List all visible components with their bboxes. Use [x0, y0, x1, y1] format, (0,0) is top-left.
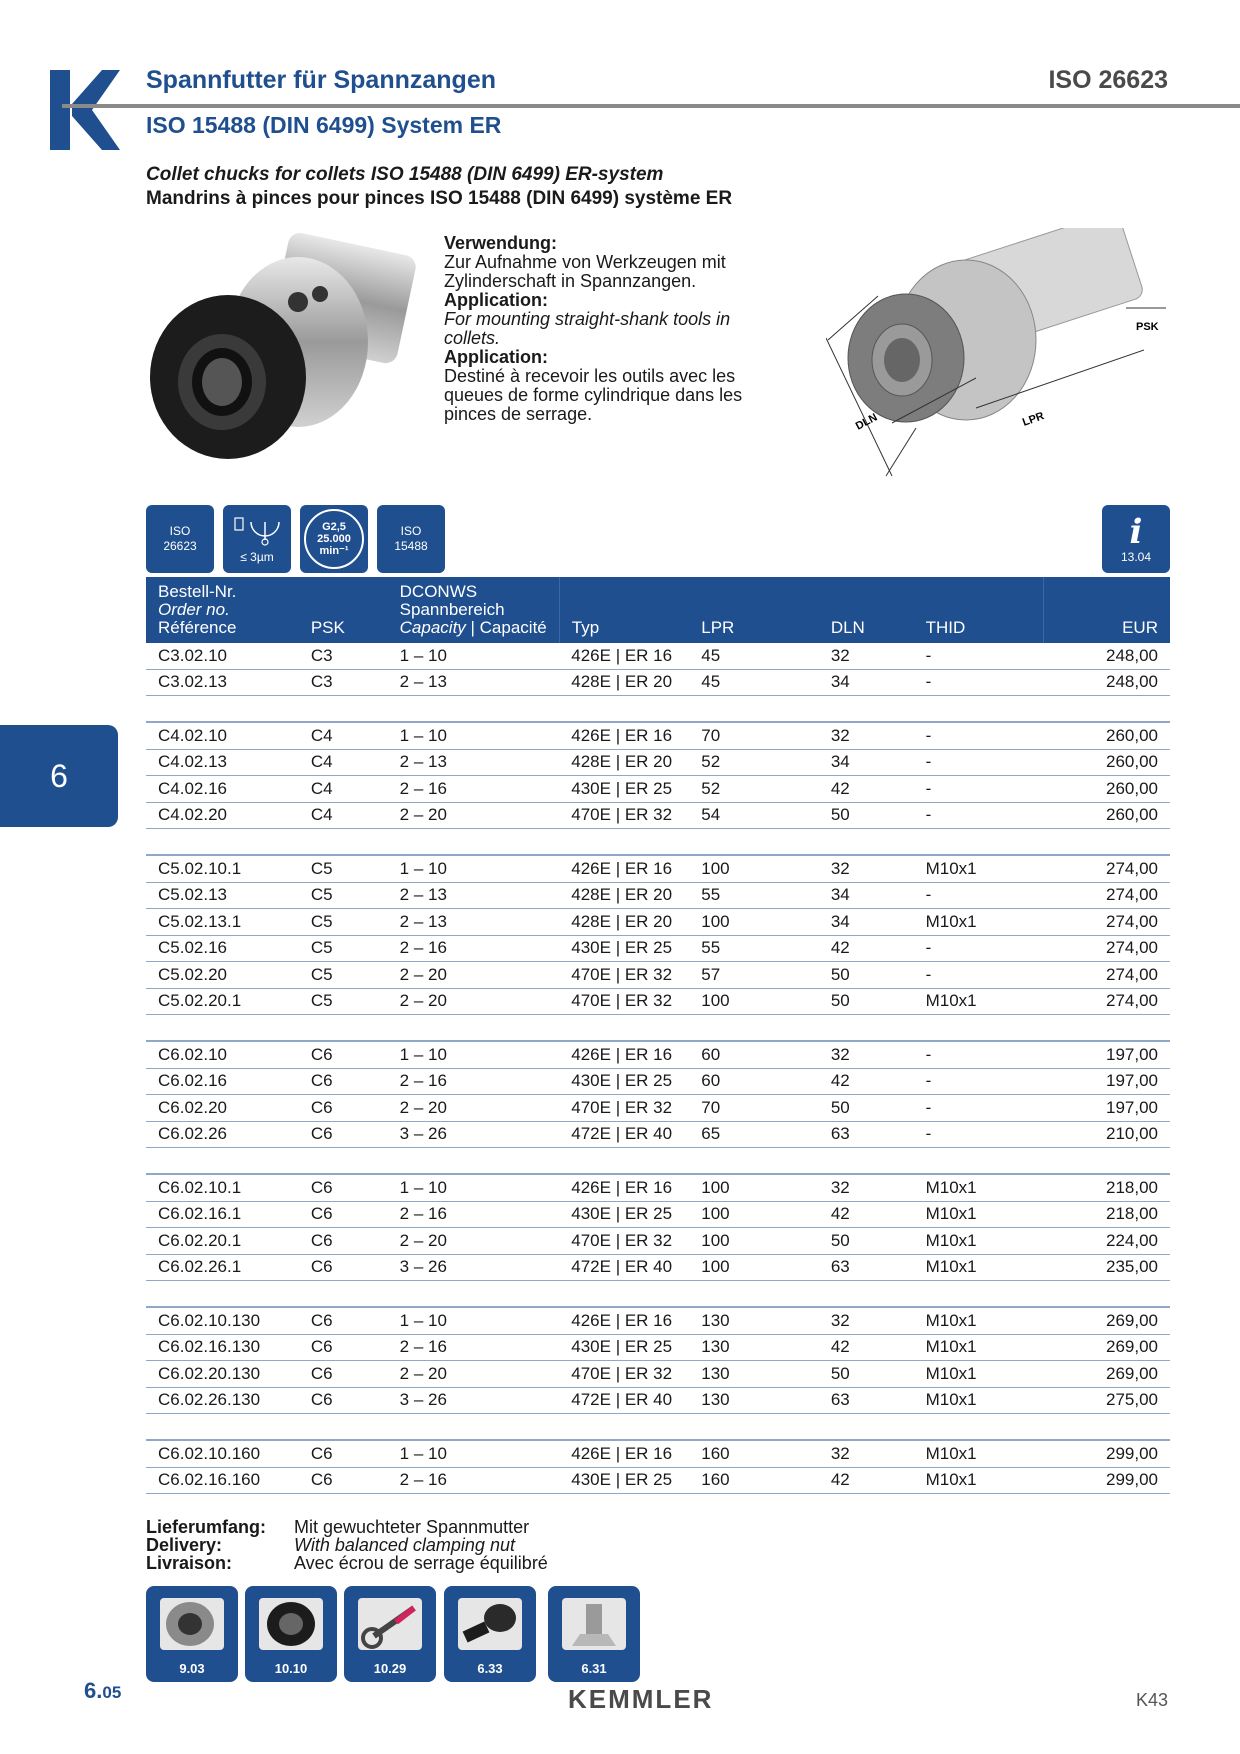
usage-heading-de: Verwendung: [444, 233, 558, 253]
table-row [146, 776, 1170, 803]
cell-dln: 50 [819, 1228, 914, 1255]
table-row [146, 1095, 1170, 1122]
usage-text-de: Zur Aufnahme von Werkzeugen mit Zylinderschaft in Spannzangen. [444, 252, 726, 291]
table-row [146, 669, 1170, 696]
cell-dln: 42 [819, 935, 914, 962]
cell-thid: M10x1 [914, 1228, 1044, 1255]
cell-lpr: 100 [689, 1228, 819, 1255]
cell-thid: M10x1 [914, 1467, 1044, 1494]
cell-typ: 430E | ER 25 [559, 1068, 689, 1095]
cell-order-no: C4.02.13 [146, 749, 299, 776]
cell-capacity: 2 – 20 [388, 1095, 560, 1122]
cell-lpr: 70 [689, 1095, 819, 1122]
cell-order-no: C6.02.20.1 [146, 1228, 299, 1255]
cell-capacity: 1 – 10 [388, 1307, 560, 1334]
cell-lpr: 100 [689, 855, 819, 882]
table-row [146, 909, 1170, 936]
runout-badge: ≤ 3µm [223, 505, 291, 573]
cell-capacity: 1 – 10 [388, 722, 560, 749]
cell-price: 197,00 [1043, 1095, 1170, 1122]
cell-lpr: 100 [689, 988, 819, 1015]
cell-typ: 426E | ER 16 [559, 643, 689, 669]
cell-order-no: C5.02.20 [146, 962, 299, 989]
cell-lpr: 57 [689, 962, 819, 989]
cell-capacity: 2 – 20 [388, 962, 560, 989]
cell-thid: - [914, 776, 1044, 803]
cell-dln: 32 [819, 722, 914, 749]
info-badge[interactable] [1102, 505, 1170, 573]
iso-15488-badge: ISO 15488 [377, 505, 445, 573]
usage-heading-fr: Application: [444, 347, 548, 367]
info-ref: 13.04 [1120, 549, 1152, 564]
cell-typ: 470E | ER 32 [559, 1361, 689, 1388]
cell-typ: 426E | ER 16 [559, 722, 689, 749]
chapter-tab[interactable]: 6 [0, 725, 118, 827]
table-row [146, 855, 1170, 882]
cell-price: 197,00 [1043, 1068, 1170, 1095]
cell-psk: C6 [299, 1174, 388, 1201]
col-order-no: Bestell-Nr. Order no. Référence [146, 577, 299, 643]
cell-psk: C6 [299, 1041, 388, 1068]
rotation-icon: G2,5 25.000 min⁻¹ [304, 509, 364, 569]
cell-capacity: 2 – 20 [388, 802, 560, 829]
cell-price: 274,00 [1043, 962, 1170, 989]
cell-dln: 34 [819, 909, 914, 936]
wrench-icon [352, 1592, 428, 1656]
cell-capacity: 3 – 26 [388, 1121, 560, 1148]
cell-dln: 50 [819, 802, 914, 829]
cell-psk: C5 [299, 962, 388, 989]
cell-order-no: C6.02.26 [146, 1121, 299, 1148]
table-row [146, 1307, 1170, 1334]
table-row [146, 1228, 1170, 1255]
cell-dln: 63 [819, 1254, 914, 1281]
cell-typ: 428E | ER 20 [559, 749, 689, 776]
cell-typ: 426E | ER 16 [559, 1440, 689, 1467]
cell-dln: 34 [819, 749, 914, 776]
cell-lpr: 130 [689, 1334, 819, 1361]
cell-capacity: 1 – 10 [388, 1041, 560, 1068]
cell-thid: M10x1 [914, 1440, 1044, 1467]
cell-dln: 50 [819, 962, 914, 989]
cell-psk: C3 [299, 669, 388, 696]
cell-order-no: C6.02.10 [146, 1041, 299, 1068]
cell-dln: 63 [819, 1121, 914, 1148]
cell-capacity: 1 – 10 [388, 643, 560, 669]
table-row [146, 935, 1170, 962]
cell-lpr: 160 [689, 1467, 819, 1494]
cell-typ: 430E | ER 25 [559, 776, 689, 803]
col-capacity: DCONWS Spannbereich Capacity | Capacité [388, 577, 560, 643]
table-row [146, 1174, 1170, 1201]
col-dln: DLN [819, 577, 914, 643]
cell-thid: M10x1 [914, 1387, 1044, 1414]
cell-dln: 34 [819, 669, 914, 696]
group-spacer [146, 1148, 1170, 1175]
cell-capacity: 3 – 26 [388, 1387, 560, 1414]
cell-price: 274,00 [1043, 909, 1170, 936]
accessory-assembly-stand[interactable]: 6.31 [548, 1586, 640, 1682]
cell-lpr: 45 [689, 669, 819, 696]
cell-dln: 42 [819, 776, 914, 803]
cell-psk: C6 [299, 1228, 388, 1255]
cell-lpr: 60 [689, 1068, 819, 1095]
cell-capacity: 2 – 13 [388, 882, 560, 909]
cell-lpr: 130 [689, 1307, 819, 1334]
cell-capacity: 2 – 16 [388, 935, 560, 962]
cell-capacity: 2 – 16 [388, 776, 560, 803]
table-row [146, 1201, 1170, 1228]
cell-capacity: 2 – 16 [388, 1467, 560, 1494]
cell-typ: 470E | ER 32 [559, 802, 689, 829]
cell-psk: C6 [299, 1068, 388, 1095]
cell-psk: C6 [299, 1095, 388, 1122]
cell-thid: M10x1 [914, 1307, 1044, 1334]
header-rule [62, 104, 1240, 108]
cell-lpr: 52 [689, 749, 819, 776]
dln-label: DLN [853, 411, 880, 433]
cell-capacity: 2 – 13 [388, 909, 560, 936]
cell-order-no: C6.02.20.130 [146, 1361, 299, 1388]
cell-lpr: 100 [689, 1174, 819, 1201]
table-row [146, 962, 1170, 989]
cell-lpr: 160 [689, 1440, 819, 1467]
usage-text-fr: Destiné à recevoir les outils avec les queues de forme cylindrique dans les pinces de serrage. [444, 366, 743, 424]
cell-price: 248,00 [1043, 643, 1170, 669]
col-psk: PSK [299, 577, 388, 643]
assembly-stand-icon [556, 1592, 632, 1656]
cell-lpr: 100 [689, 1201, 819, 1228]
cell-order-no: C6.02.16.130 [146, 1334, 299, 1361]
cell-psk: C4 [299, 776, 388, 803]
cell-dln: 34 [819, 882, 914, 909]
col-lpr: LPR [689, 577, 819, 643]
cell-order-no: C4.02.20 [146, 802, 299, 829]
table-row [146, 882, 1170, 909]
cell-typ: 470E | ER 32 [559, 1228, 689, 1255]
cell-dln: 42 [819, 1467, 914, 1494]
col-thid: THID [914, 577, 1044, 643]
table-row [146, 1387, 1170, 1414]
balance-badge [300, 505, 368, 573]
col-typ: Typ [559, 577, 689, 643]
table-row [146, 749, 1170, 776]
cell-psk: C6 [299, 1307, 388, 1334]
table-row [146, 988, 1170, 1015]
cell-order-no: C3.02.10 [146, 643, 299, 669]
cell-price: 224,00 [1043, 1228, 1170, 1255]
page-reference: K43 [1135, 1690, 1168, 1710]
group-spacer [146, 1015, 1170, 1042]
accessory-collet[interactable]: 9.03 [146, 1586, 238, 1682]
cell-lpr: 130 [689, 1387, 819, 1414]
cell-price: 274,00 [1043, 988, 1170, 1015]
cell-typ: 470E | ER 32 [559, 988, 689, 1015]
cell-price: 274,00 [1043, 882, 1170, 909]
cell-dln: 42 [819, 1068, 914, 1095]
col-eur: EUR [1043, 577, 1170, 643]
spacer-cell [146, 696, 1170, 723]
cell-psk: C5 [299, 988, 388, 1015]
cell-capacity: 2 – 13 [388, 749, 560, 776]
cell-price: 269,00 [1043, 1307, 1170, 1334]
table-row [146, 1121, 1170, 1148]
cell-psk: C6 [299, 1440, 388, 1467]
cell-psk: C4 [299, 802, 388, 829]
cell-capacity: 2 – 16 [388, 1201, 560, 1228]
delivery-info: Lieferumfang: Mit gewuchteter Spannmutter Delivery: With balanced clamping nut Livraison: Avec écrou de serrage équilibré [146, 1517, 548, 1573]
spacer-cell [146, 1281, 1170, 1308]
cell-order-no: C6.02.10.1 [146, 1174, 299, 1201]
cell-capacity: 2 – 20 [388, 1228, 560, 1255]
cell-psk: C5 [299, 882, 388, 909]
usage-description [444, 234, 784, 424]
cell-order-no: C3.02.13 [146, 669, 299, 696]
cell-order-no: C5.02.13 [146, 882, 299, 909]
cell-order-no: C6.02.16.1 [146, 1201, 299, 1228]
table-row [146, 1334, 1170, 1361]
cell-price: 218,00 [1043, 1174, 1170, 1201]
cell-order-no: C5.02.13.1 [146, 909, 299, 936]
cell-psk: C6 [299, 1121, 388, 1148]
cell-dln: 32 [819, 1307, 914, 1334]
description-fr: Mandrins à pinces pour pinces ISO 15488 (DIN 6499) système ER [146, 188, 733, 209]
cell-typ: 472E | ER 40 [559, 1121, 689, 1148]
accessory-tool-holder[interactable]: 6.33 [444, 1586, 536, 1682]
table-row [146, 1361, 1170, 1388]
cell-dln: 50 [819, 1095, 914, 1122]
kemmler-logo [50, 70, 120, 150]
spacer-cell [146, 1414, 1170, 1441]
cell-typ: 426E | ER 16 [559, 1307, 689, 1334]
page-number: 6.05 [84, 1678, 122, 1703]
iso-26623-badge: ISO 26623 [146, 505, 214, 573]
cell-order-no: C6.02.26.1 [146, 1254, 299, 1281]
cell-dln: 32 [819, 1174, 914, 1201]
table-row [146, 1068, 1170, 1095]
table-row [146, 802, 1170, 829]
cell-price: 210,00 [1043, 1121, 1170, 1148]
cell-thid: - [914, 749, 1044, 776]
cell-thid: - [914, 1068, 1044, 1095]
table-row [146, 1440, 1170, 1467]
cell-psk: C6 [299, 1387, 388, 1414]
cell-order-no: C5.02.10.1 [146, 855, 299, 882]
usage-heading-en: Application: [444, 290, 548, 310]
cell-lpr: 100 [689, 1254, 819, 1281]
cell-thid: - [914, 802, 1044, 829]
cell-typ: 470E | ER 32 [559, 962, 689, 989]
cell-typ: 428E | ER 20 [559, 669, 689, 696]
table-header-row [146, 577, 1170, 643]
cell-thid: - [914, 643, 1044, 669]
dial-gauge-icon [229, 514, 285, 550]
tool-holder-icon [452, 1592, 528, 1656]
cell-capacity: 1 – 10 [388, 855, 560, 882]
info-icon: i [1129, 511, 1143, 552]
collet-chuck-photo [148, 232, 426, 480]
cell-dln: 32 [819, 855, 914, 882]
cell-price: 299,00 [1043, 1467, 1170, 1494]
cell-order-no: C6.02.20 [146, 1095, 299, 1122]
cell-price: 275,00 [1043, 1387, 1170, 1414]
cell-capacity: 2 – 13 [388, 669, 560, 696]
cell-capacity: 2 – 16 [388, 1068, 560, 1095]
cell-price: 274,00 [1043, 855, 1170, 882]
cell-typ: 430E | ER 25 [559, 1467, 689, 1494]
cell-thid: - [914, 1121, 1044, 1148]
cell-typ: 428E | ER 20 [559, 882, 689, 909]
cell-order-no: C6.02.10.160 [146, 1440, 299, 1467]
group-spacer [146, 1414, 1170, 1441]
cell-thid: - [914, 722, 1044, 749]
description-en: Collet chucks for collets ISO 15488 (DIN 6499) ER-system [146, 164, 664, 185]
cell-typ: 470E | ER 32 [559, 1095, 689, 1122]
cell-price: 260,00 [1043, 802, 1170, 829]
cell-capacity: 1 – 10 [388, 1174, 560, 1201]
cell-thid: - [914, 1095, 1044, 1122]
cell-typ: 430E | ER 25 [559, 1201, 689, 1228]
cell-thid: M10x1 [914, 855, 1044, 882]
cell-price: 274,00 [1043, 935, 1170, 962]
product-table [146, 577, 1170, 1494]
lpr-label: LPR [1020, 410, 1046, 429]
cell-thid: M10x1 [914, 1201, 1044, 1228]
cell-thid: M10x1 [914, 1174, 1044, 1201]
cell-psk: C6 [299, 1467, 388, 1494]
cell-order-no: C6.02.16 [146, 1068, 299, 1095]
spacer-cell [146, 829, 1170, 856]
page-subtitle: ISO 15488 (DIN 6499) System ER [146, 112, 502, 138]
cell-price: 235,00 [1043, 1254, 1170, 1281]
cell-thid: M10x1 [914, 1334, 1044, 1361]
cell-order-no: C4.02.16 [146, 776, 299, 803]
accessory-clamping-nut[interactable]: 10.10 [245, 1586, 337, 1682]
cell-psk: C6 [299, 1254, 388, 1281]
cell-price: 269,00 [1043, 1334, 1170, 1361]
cell-typ: 426E | ER 16 [559, 1041, 689, 1068]
group-spacer [146, 1281, 1170, 1308]
cell-thid: M10x1 [914, 988, 1044, 1015]
cell-psk: C5 [299, 855, 388, 882]
cell-order-no: C6.02.26.130 [146, 1387, 299, 1414]
cell-psk: C6 [299, 1201, 388, 1228]
table-row [146, 722, 1170, 749]
cell-price: 260,00 [1043, 749, 1170, 776]
accessory-wrench[interactable]: 10.29 [344, 1586, 436, 1682]
cell-dln: 32 [819, 643, 914, 669]
cell-lpr: 100 [689, 909, 819, 936]
cell-thid: - [914, 882, 1044, 909]
cell-capacity: 1 – 10 [388, 1440, 560, 1467]
cell-psk: C4 [299, 722, 388, 749]
spacer-cell [146, 1148, 1170, 1175]
cell-capacity: 2 – 16 [388, 1334, 560, 1361]
cell-order-no: C4.02.10 [146, 722, 299, 749]
table-row [146, 643, 1170, 669]
cell-lpr: 55 [689, 935, 819, 962]
cell-lpr: 55 [689, 882, 819, 909]
cell-lpr: 60 [689, 1041, 819, 1068]
cell-price: 299,00 [1043, 1440, 1170, 1467]
cell-typ: 428E | ER 20 [559, 909, 689, 936]
dimension-drawing [826, 228, 1172, 478]
cell-price: 248,00 [1043, 669, 1170, 696]
iso-standard-title: ISO 26623 [1048, 66, 1168, 94]
cell-psk: C6 [299, 1334, 388, 1361]
cell-lpr: 45 [689, 643, 819, 669]
psk-label: PSK [1136, 321, 1159, 333]
spacer-cell [146, 1015, 1170, 1042]
cell-thid: - [914, 935, 1044, 962]
cell-price: 269,00 [1043, 1361, 1170, 1388]
cell-lpr: 70 [689, 722, 819, 749]
cell-thid: M10x1 [914, 1361, 1044, 1388]
cell-typ: 426E | ER 16 [559, 1174, 689, 1201]
cell-psk: C3 [299, 643, 388, 669]
cell-price: 197,00 [1043, 1041, 1170, 1068]
cell-price: 260,00 [1043, 776, 1170, 803]
cell-order-no: C6.02.16.160 [146, 1467, 299, 1494]
usage-text-en: For mounting straight-shank tools in collets. [444, 309, 731, 348]
cell-psk: C4 [299, 749, 388, 776]
brand-name: KEMMLER [568, 1684, 714, 1714]
cell-dln: 50 [819, 988, 914, 1015]
cell-price: 218,00 [1043, 1201, 1170, 1228]
cell-order-no: C6.02.10.130 [146, 1307, 299, 1334]
cell-dln: 42 [819, 1201, 914, 1228]
clamping-nut-icon [253, 1592, 329, 1656]
cell-psk: C5 [299, 935, 388, 962]
table-row [146, 1254, 1170, 1281]
cell-capacity: 2 – 20 [388, 988, 560, 1015]
cell-lpr: 130 [689, 1361, 819, 1388]
cell-lpr: 54 [689, 802, 819, 829]
cell-dln: 42 [819, 1334, 914, 1361]
table-row [146, 1467, 1170, 1494]
cell-typ: 426E | ER 16 [559, 855, 689, 882]
cell-typ: 430E | ER 25 [559, 935, 689, 962]
cell-dln: 32 [819, 1440, 914, 1467]
cell-thid: - [914, 669, 1044, 696]
cell-typ: 430E | ER 25 [559, 1334, 689, 1361]
cell-thid: - [914, 962, 1044, 989]
table-row [146, 1041, 1170, 1068]
cell-price: 260,00 [1043, 722, 1170, 749]
group-spacer [146, 829, 1170, 856]
cell-typ: 472E | ER 40 [559, 1254, 689, 1281]
cell-dln: 32 [819, 1041, 914, 1068]
cell-thid: M10x1 [914, 909, 1044, 936]
cell-psk: C5 [299, 909, 388, 936]
cell-dln: 63 [819, 1387, 914, 1414]
cell-lpr: 65 [689, 1121, 819, 1148]
cell-thid: - [914, 1041, 1044, 1068]
cell-thid: M10x1 [914, 1254, 1044, 1281]
cell-dln: 50 [819, 1361, 914, 1388]
collet-icon [154, 1592, 230, 1656]
cell-capacity: 3 – 26 [388, 1254, 560, 1281]
cell-order-no: C5.02.20.1 [146, 988, 299, 1015]
cell-capacity: 2 – 20 [388, 1361, 560, 1388]
cell-typ: 472E | ER 40 [559, 1387, 689, 1414]
page-title: Spannfutter für Spannzangen [146, 66, 496, 94]
cell-lpr: 52 [689, 776, 819, 803]
group-spacer [146, 696, 1170, 723]
cell-order-no: C5.02.16 [146, 935, 299, 962]
cell-psk: C6 [299, 1361, 388, 1388]
